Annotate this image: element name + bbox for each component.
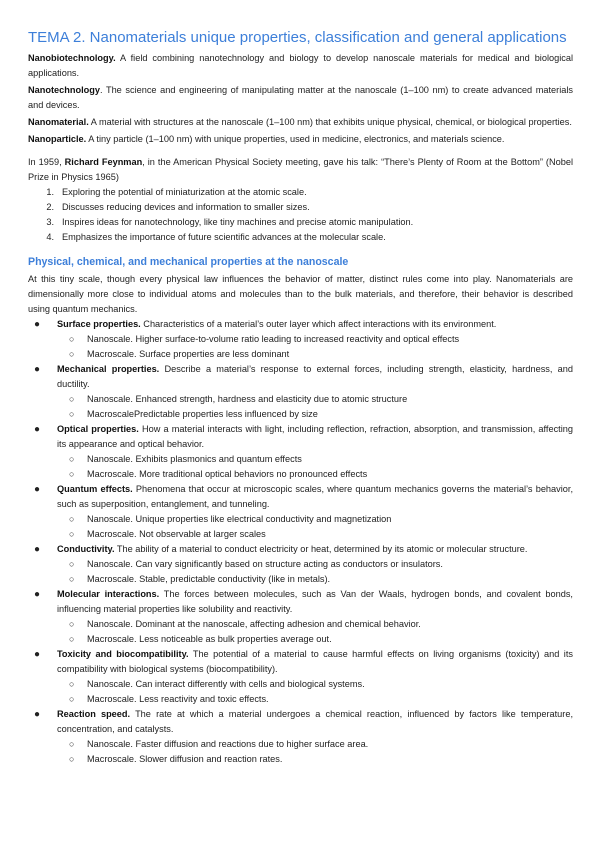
macroscale-note: ○ Macroscale. Slower diffusion and reaction rates.	[57, 752, 573, 767]
circle-bullet-icon: ○	[69, 619, 75, 629]
feynman-points-list	[28, 185, 573, 245]
list-item: 1. Exploring the potential of miniaturization at the atomic scale.	[46, 187, 307, 197]
nanoscale-note: ○ Nanoscale. Enhanced strength, hardness and elasticity due to atomic structure	[57, 392, 573, 407]
definition-nanotechnology: Nanotechnology. The science and engineering of manipulating matter at the nanoscale (1–100 nm) to create advanced materials and devices.	[28, 85, 573, 110]
macroscale-note: ○ Macroscale. Not observable at larger scales	[57, 527, 573, 542]
bullet-icon: ●	[34, 544, 41, 555]
property-reaction-speed: ● Reaction speed. The rate at which a material undergoes a chemical reaction, influenced by factors like temperature, concentration, and catalysts. ○ Nanoscale. Faster diffusion and reactions due to higher surface area. ○ Macroscale. Slower diffusion and reaction rates.	[28, 707, 573, 767]
property-toxicity: ● Toxicity and biocompatibility. The potential of a material to cause harmful effects on living organisms (toxicity) and its compatibility with biological systems (biocompatibility). ○ Nanoscale. Can interact differently with cells and biological systems. ○ Macroscale. Less reactivity and toxic effects.	[28, 647, 573, 707]
definition-nanobiotechnology: Nanobiotechnology. A field combining nanotechnology and biology to develop nanoscale materials for medical and biological applications.	[28, 53, 573, 78]
macroscale-note: ○ Macroscale. Surface properties are less dominant	[57, 347, 573, 362]
macroscale-note: ○ Macroscale. Less reactivity and toxic effects.	[57, 692, 573, 707]
nanoscale-note: ○ Nanoscale. Faster diffusion and reactions due to higher surface area.	[57, 737, 573, 752]
nanoscale-note: ○ Nanoscale. Exhibits plasmonics and quantum effects	[57, 452, 573, 467]
bullet-icon: ●	[34, 364, 41, 375]
circle-bullet-icon: ○	[69, 469, 75, 479]
property-quantum: ● Quantum effects. Phenomena that occur at microscopic scales, where quantum mechanics governs the material’s behavior, such as superposition, entanglement, and tunneling. ○ Nanoscale. Unique properties like electrical conductivity and magnetization ○ Macroscale. Not observable at larger scales	[28, 482, 573, 542]
list-item: 3. Inspires ideas for nanotechnology, like tiny machines and precise atomic manipulation.	[46, 217, 414, 227]
definition-nanoparticle: Nanoparticle. A tiny particle (1–100 nm) with unique properties, used in medicine, electronics, and materials science.	[28, 134, 505, 144]
macroscale-note: ○ Macroscale. Less noticeable as bulk properties average out.	[57, 632, 573, 647]
bullet-icon: ●	[34, 319, 41, 330]
circle-bullet-icon: ○	[69, 529, 75, 539]
properties-list	[28, 317, 573, 767]
circle-bullet-icon: ○	[69, 454, 75, 464]
circle-bullet-icon: ○	[69, 634, 75, 644]
bullet-icon: ●	[34, 424, 41, 435]
circle-bullet-icon: ○	[69, 559, 75, 569]
circle-bullet-icon: ○	[69, 334, 75, 344]
nanoscale-note: ○ Nanoscale. Dominant at the nanoscale, affecting adhesion and chemical behavior.	[57, 617, 573, 632]
nanoscale-note: ○ Nanoscale. Can interact differently with cells and biological systems.	[57, 677, 573, 692]
circle-bullet-icon: ○	[69, 394, 75, 404]
circle-bullet-icon: ○	[69, 514, 75, 524]
list-item: 2. Discusses reducing devices and information to smaller sizes.	[46, 202, 310, 212]
bullet-icon: ●	[34, 589, 41, 600]
circle-bullet-icon: ○	[69, 349, 75, 359]
property-surface: ● Surface properties. Characteristics of a material’s outer layer which affect interactions with its environment. ○ Nanoscale. Higher surface-to-volume ratio leading to increased reactivity and optical effects ○ Macroscale. Surface properties are less dominant	[28, 317, 573, 362]
macroscale-note: ○ MacroscalePredictable properties less influenced by size	[57, 407, 573, 422]
bullet-icon: ●	[34, 709, 41, 720]
bullet-icon: ●	[34, 484, 41, 495]
macroscale-note: ○ Macroscale. More traditional optical behaviors no pronounced effects	[57, 467, 573, 482]
circle-bullet-icon: ○	[69, 574, 75, 584]
macroscale-note: ○ Macroscale. Stable, predictable conductivity (like in metals).	[57, 572, 573, 587]
page-title: TEMA 2. Nanomaterials unique properties, classification and general applications	[28, 29, 567, 46]
property-molecular-interactions: ● Molecular interactions. The forces between molecules, such as Van der Waals, hydrogen bonds, and covalent bonds, influencing material properties like solubility and reactivity. ○ Nanoscale. Dominant at the nanoscale, affecting adhesion and chemical behavior. ○ Macroscale. Less noticeable as bulk properties average out.	[28, 587, 573, 647]
definition-nanomaterial: Nanomaterial. A material with structures at the nanoscale (1–100 nm) that exhibits unique physical, chemical, or biological properties.	[28, 117, 572, 127]
section-heading: Physical, chemical, and mechanical properties at the nanoscale	[28, 256, 349, 268]
bullet-icon: ●	[34, 649, 41, 660]
property-mechanical: ● Mechanical properties. Describe a material’s response to external forces, including strength, elasticity, hardness, and ductility. ○ Nanoscale. Enhanced strength, hardness and elasticity due to atomic structure ○ MacroscalePredictable properties less influenced by size	[28, 362, 573, 422]
circle-bullet-icon: ○	[69, 679, 75, 689]
property-optical: ● Optical properties. How a material interacts with light, including reflection, refraction, absorption, and transmission, affecting its appearance and optical behavior. ○ Nanoscale. Exhibits plasmonics and quantum effects ○ Macroscale. More traditional optical behaviors no pronounced effects	[28, 422, 573, 482]
circle-bullet-icon: ○	[69, 694, 75, 704]
nanoscale-note: ○ Nanoscale. Can vary significantly based on structure acting as conductors or insulators.	[57, 557, 573, 572]
feynman-paragraph: In 1959, Richard Feynman, in the American Physical Society meeting, gave his talk: “There’s Plenty of Room at the Bottom” (Nobel Prize in Physics 1965)	[28, 157, 573, 182]
property-conductivity: ● Conductivity. The ability of a material to conduct electricity or heat, determined by its atomic or molecular structure. ○ Nanoscale. Can vary significantly based on structure acting as conductors or insulators. ○ Macroscale. Stable, predictable conductivity (like in metals).	[28, 542, 573, 587]
circle-bullet-icon: ○	[69, 739, 75, 749]
nanoscale-note: ○ Nanoscale. Unique properties like electrical conductivity and magnetization	[57, 512, 573, 527]
definitions	[28, 51, 573, 147]
list-item: 4. Emphasizes the importance of future scientific advances at the molecular scale.	[46, 232, 386, 242]
circle-bullet-icon: ○	[69, 409, 75, 419]
section-intro: At this tiny scale, though every physical law influences the behavior of matter, distinct rules come into play. Nanomaterials are dimensionally more close to individual atoms and molecules than to the bulk materials, and therefore, their behavior is described using quantum mechanics.	[28, 274, 573, 314]
circle-bullet-icon: ○	[69, 754, 75, 764]
nanoscale-note: ○ Nanoscale. Higher surface-to-volume ratio leading to increased reactivity and optical effects	[57, 332, 573, 347]
